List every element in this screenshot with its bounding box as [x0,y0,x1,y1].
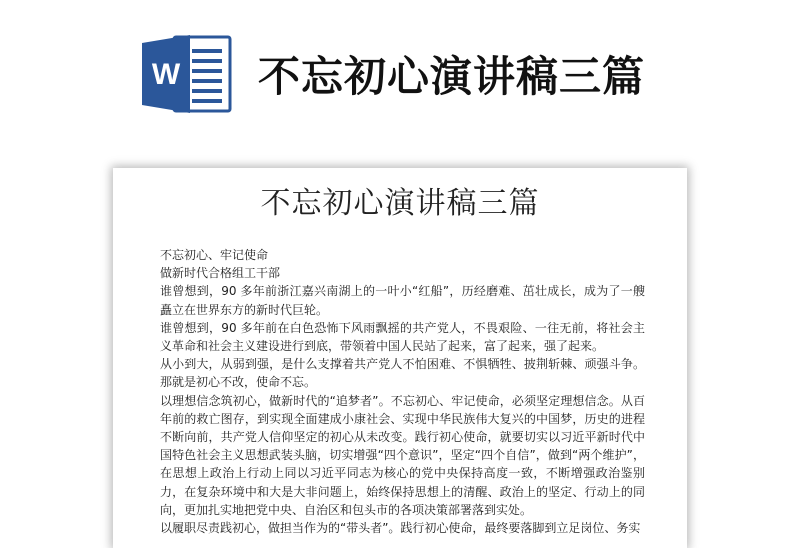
page-title: 不忘初心演讲稿三篇 [258,52,646,101]
document-page [113,168,687,548]
document-paragraph: 从小到大，从弱到强，是什么支撑着共产党人不怕困难、不惧牺牲、披荆斩棘、顽强斗争。那就是初心不改，使命不忘。 [160,357,645,390]
document-title: 不忘初心演讲稿三篇 [260,186,540,221]
document-paragraph: 谁曾想到，90 多年前在白色恐怖下风雨飘摇的共产党人，不畏艰险、一往无前，将社会主义革命和社会主义建设进行到底，带领着中国人民站了起来，富了起来，强了起来。 [160,320,645,354]
document-paragraph: 以理想信念筑初心，做新时代的“追梦者”。不忘初心、牢记使命，必须坚定理想信念。从百年前的救亡图存，到实现全面建成小康社会、实现中华民族伟大复兴的中国梦，历史的进程不断向前，共产党人信仰坚定的初心从未改变。践行初心使命，就要切实以习近平新时代中国特色社会主义思想武装头脑，切实增强“四个意识”，坚定“四个自信”，做到“两个维护”，在思想上政治上行动上同以习近平同志为核心的党中央保持高度一致，不断增强政治鉴别力，在复杂环境中和大是大非问题上，始终保持思想上的清醒、政治上的坚定、行动上的同向，更加扎实地把党中央、自治区和包头市的各项决策部署落到实处。 [160,393,645,517]
document-paragraph: 谁曾想到，90 多年前浙江嘉兴南湖上的一叶小“红船”，历经磨难、茁壮成长，成为了一艘矗立在世界东方的新时代巨轮。 [160,284,645,317]
document-paragraph: 不忘初心、牢记使命 [160,248,269,262]
document-paragraph: 做新时代合格组工干部 [160,266,281,281]
header [0,0,800,150]
word-document-icon [140,33,232,115]
document-paragraph: 以履职尽责践初心，做担当作为的“带头者”。践行初心使命，最终要落脚到立足岗位、务实 [160,521,641,536]
document-body [160,246,645,537]
word-icon-letter: W [151,58,181,91]
